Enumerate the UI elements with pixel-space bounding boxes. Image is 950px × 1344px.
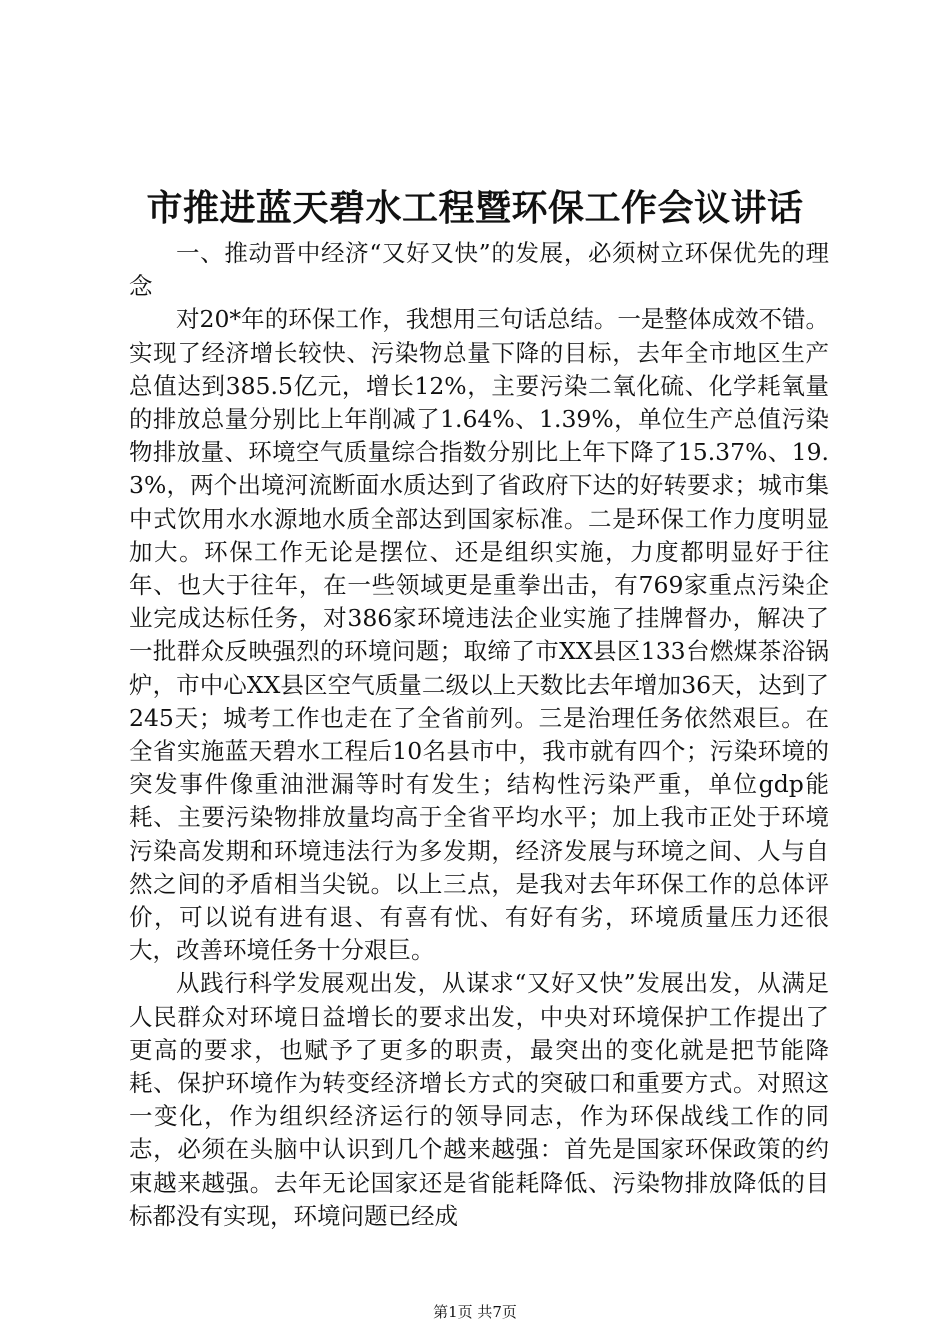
paragraph-section-heading: 一、推动晋中经济“又好又快”的发展，必须树立环保优先的理念 bbox=[129, 239, 829, 301]
document-title: 市推进蓝天碧水工程暨环保工作会议讲话 bbox=[146, 187, 804, 229]
paragraph-requirements: 从践行科学发展观出发，从谋求“又好又快”发展出发，从满足人民群众对环境日益增长的要求出发，中央对环境保护工作提出了更高的要求，也赋予了更多的职责，最突出的变化就是把节能降耗、保护环境作为转变经济增长方式的突破口和重要方式。对照这一变化，作为组织经济运行的领导同志，作为环保战线工作的同志，必须在头脑中认识到几个越来越强：首先是国家环保政策的约束越来越强。去年无论国家还是省能耗降低、污染物排放降低的目标都没有实现，环境问题已经成 bbox=[129, 969, 829, 1230]
document-body bbox=[129, 237, 829, 1233]
page-number-footer: 第1页 共7页 bbox=[433, 1303, 517, 1321]
paragraph-review-summary: 对20*年的环保工作，我想用三句话总结。一是整体成效不错。实现了经济增长较快、污染物总量下降的目标，去年全市地区生产总值达到385.5亿元，增长12%，主要污染二氧化硫、化学耗氧量的排放总量分别比上年削减了1.64%、1.39%，单位生产总值污染物排放量、环境空气质量综合指数分别比上年下降了15.37%、19.3%，两个出境河流断面水质达到了省政府下达的好转要求；城市集中式饮用水水源地水质全部达到国家标准。二是环保工作力度明显加大。环保工作无论是摆位、还是组织实施，力度都明显好于往年、也大于往年，在一些领域更是重拳出击，有769家重点污染企业完成达标任务，对386家环境违法企业实施了挂牌督办，解决了一批群众反映强烈的环境问题；取缔了市XX县区133台燃煤茶浴锅炉，市中心XX县区空气质量二级以上天数比去年增加36天，达到了245天；城考工作也走在了全省前列。三是治理任务依然艰巨。在全省实施蓝天碧水工程后10名县市中，我市就有四个；污染环境的突发事件像重油泄漏等时有发生；结构性污染严重，单位gdp能耗、主要污染物排放量均高于全省平均水平；加上我市正处于环境污染高发期和环境违法行为多发期，经济发展与环境之间、人与自然之间的矛盾相当尖锐。以上三点，是我对去年环保工作的总体评价，可以说有进有退、有喜有忧、有好有劣，环境质量压力还很大，改善环境任务十分艰巨。 bbox=[129, 305, 829, 965]
